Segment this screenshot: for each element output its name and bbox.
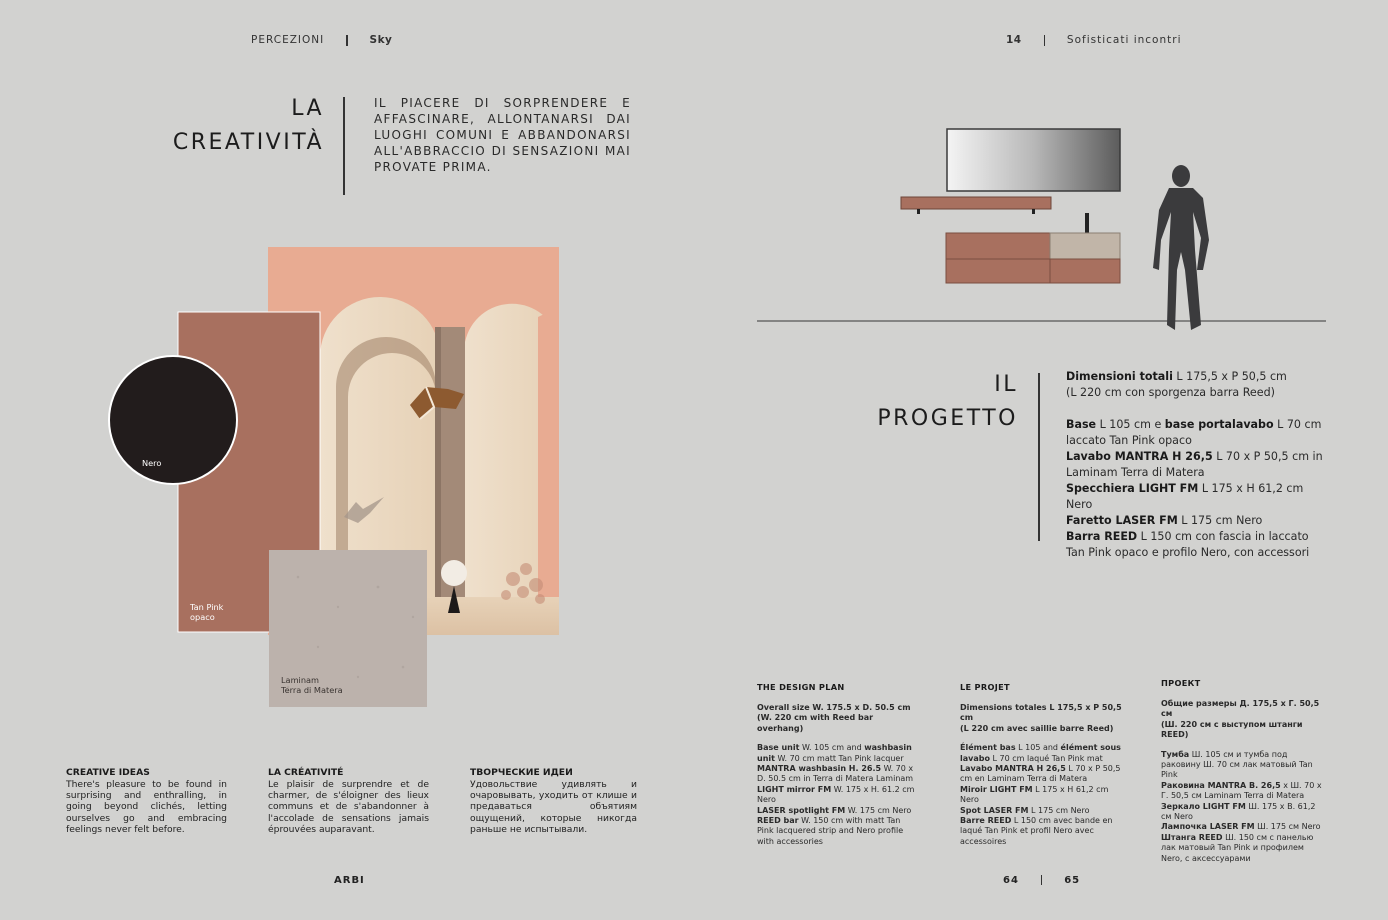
tech-text: Общие размеры Д. 175,5 x Г. 50,5 см (Ш. 220 см с выступом штанги REED) Тумба Ш. 105 см и тумба под раковину Ш. 70 см лак матовый Tan Pink Раковина MANTRA В. 26,5 x Ш. 70 x Г. 50,5 см Laminam Terra di Matera Зеркало LIGHT FM Ш. 175 x В. 61,2 см Nero Лампочка LASER FM Ш. 175 см Nero Штанга REED Ш. 150 см с панелью лак матовый Tan Pink и профилем Nero, с аксессуарами	[1161, 699, 1322, 863]
tech-heading: THE DESIGN PLAN	[757, 682, 845, 692]
page-title-progetto	[877, 368, 1018, 436]
title-divider	[1038, 373, 1040, 541]
intro-text: IL PIACERE DI SORPRENDERE E AFFASCINARE, ALLONTANARSI DAI LUOGHI COMUNI E ABBANDONARSI ALL'ABBRACCIO DI SENSAZIONI MAI PROVATE PRIMA.	[374, 96, 631, 174]
section-label: PERCEZIONI	[251, 34, 325, 46]
divider	[1041, 875, 1042, 885]
swatch-label-tan-pink: Tan Pink opaco	[190, 602, 224, 622]
divider	[1044, 35, 1045, 46]
spec-dimensions: Dimensioni totali L 175,5 x P 50,5 cm (L 220 cm con sporgenza barra Reed)	[1066, 370, 1287, 399]
spec-barra: Barra REED L 150 cm con fascia in laccato Tan Pink opaco e profilo Nero, con accessori	[1066, 530, 1310, 559]
moodboard	[108, 247, 560, 709]
tech-column-fr	[960, 682, 1122, 847]
title-line-1: IL	[994, 372, 1018, 397]
column-text: Le plaisir de surprendre et de charmer, de s'éloigner des lieux communs et de s'abandonner à l'accolade de sensations jamais éprouvées auparavant.	[268, 779, 429, 835]
footer-brand: ARBI	[334, 875, 365, 886]
title-line-2: PROGETTO	[877, 406, 1018, 431]
tech-heading: LE PROJET	[960, 682, 1010, 692]
title-divider	[343, 97, 345, 195]
column-text: There's pleasure to be found in surprising and enthralling, in going beyond clichés, letting ourselves go and embracing feelings never felt before.	[66, 779, 227, 835]
title-line-1: LA	[291, 96, 324, 121]
text-column-ru	[470, 767, 637, 835]
swatch-label-laminam: Laminam Terra di Matera	[281, 675, 343, 695]
human-figure	[1153, 165, 1209, 330]
page-title-creativita	[173, 92, 324, 160]
column-text: Удовольствие удивлять и очаровывать, уходить от клише и предаваться объятиям ощущений, которые никогда раньше не испытывали.	[470, 779, 637, 835]
tech-text: Overall size W. 175.5 x D. 50.5 cm (W. 220 cm with Reed bar overhang) Base unit W. 105 cm and washbasin unit W. 70 cm matt Tan Pink lacquer MANTRA washbasin H. 26.5 W. 70 x D. 50.5 cm in Terra di Matera Laminam LIGHT mirror FM W. 175 x H. 61.2 cm Nero LASER spotlight FM W. 175 cm Nero REED bar W. 150 cm with matt Tan Pink lacquered strip and Nero profile with accessories	[757, 703, 915, 846]
arch-illustration	[108, 247, 560, 709]
text-column-fr	[268, 767, 429, 835]
title-line-2: CREATIVITÀ	[172, 130, 324, 155]
page-numbers	[1003, 875, 1080, 886]
spec-base: Base L 105 cm e base portalavabo L 70 cm laccato Tan Pink opaco	[1066, 418, 1322, 447]
tech-column-ru	[1161, 678, 1323, 864]
tech-text: Dimensions totales L 175,5 x P 50,5 cm (L 220 cm avec saillie barre Reed) Élément bas L 105 and élément sous lavabo L 70 cm laqué Tan Pink mat Lavabo MANTRA H 26,5 L 70 x P 50,5 cm en Laminam Terra di Matera Miroir LIGHT FM L 175 x H 61,2 cm Nero Spot LASER FM L 175 cm Nero Barre REED L 150 cm avec bande en laqué Tan Pink et profil Nero avec accessoires	[960, 703, 1122, 846]
page-number-left: 64	[1003, 875, 1019, 886]
subsection-label: Sky	[369, 34, 393, 46]
tech-column-en	[757, 682, 919, 847]
specifications-it	[1066, 369, 1326, 561]
chapter-number: 14	[1006, 34, 1022, 46]
chapter-title: Sofisticati incontri	[1066, 34, 1182, 46]
tech-heading: ПРОЕКТ	[1161, 678, 1201, 688]
text-column-en	[66, 767, 227, 835]
spec-specchiera: Specchiera LIGHT FM L 175 x H 61,2 cm Nero	[1066, 482, 1304, 511]
column-heading: LA CRÉATIVITÉ	[268, 767, 344, 778]
swatch-label-nero: Nero	[142, 458, 162, 468]
furniture-elevation-drawing	[757, 120, 1337, 350]
spec-lavabo: Lavabo MANTRA H 26,5 L 70 x P 50,5 cm in Laminam Terra di Matera	[1066, 450, 1323, 479]
column-heading: ТВОРЧЕСКИЕ ИДЕИ	[470, 767, 573, 778]
divider	[346, 35, 347, 46]
page-number-right: 65	[1064, 875, 1081, 886]
running-head-right	[1006, 34, 1181, 46]
spec-faretto: Faretto LASER FM L 175 cm Nero	[1066, 514, 1263, 527]
running-head-left	[251, 34, 392, 46]
column-heading: CREATIVE IDEAS	[66, 767, 150, 778]
